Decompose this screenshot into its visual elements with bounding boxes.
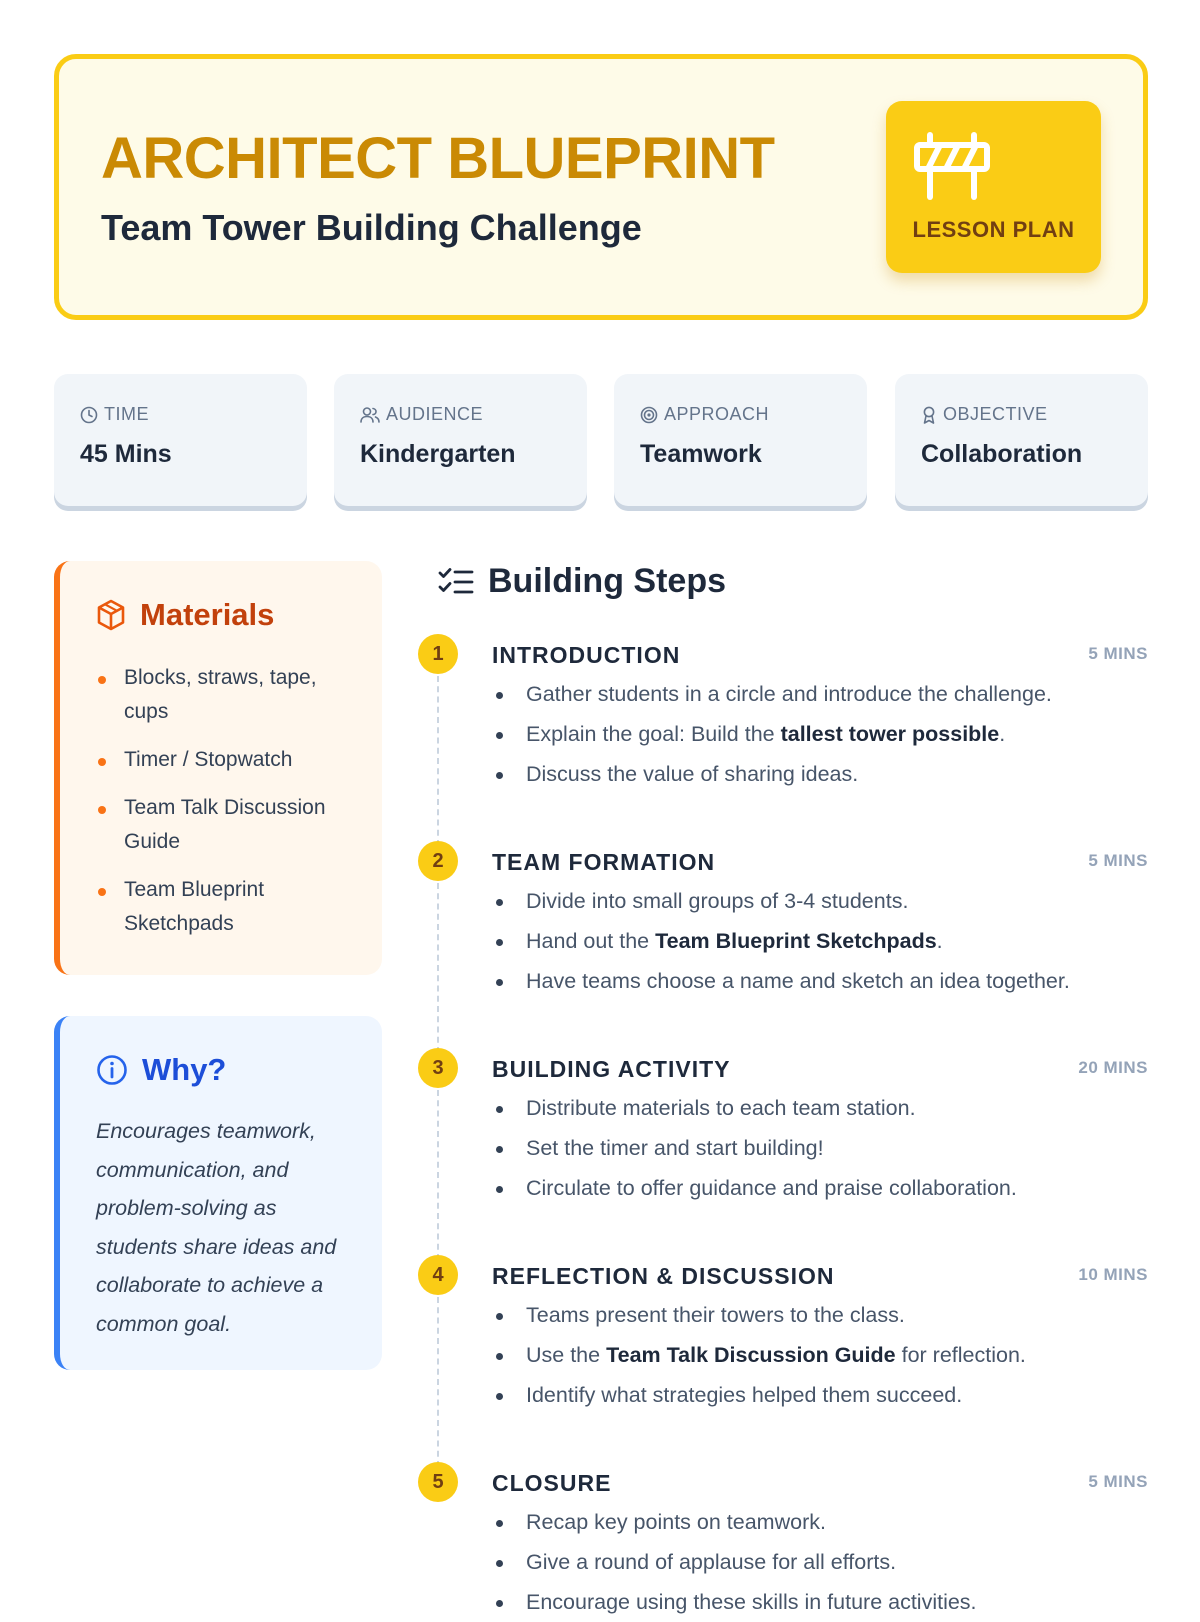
step-list: [492, 1295, 1152, 1415]
step-text: Discuss the value of sharing ideas.: [526, 762, 859, 786]
bullet: [496, 772, 503, 779]
bullet: [496, 939, 503, 946]
step-text: Divide into small groups of 3-4 students.: [526, 889, 909, 913]
step-text-bold: Team Talk Discussion Guide: [606, 1343, 896, 1367]
step-text-bold: Team Blueprint Sketchpads: [655, 929, 937, 953]
step-text: Give a round of applause for all efforts.: [526, 1550, 897, 1574]
step-connector: [437, 1297, 439, 1467]
list-item: [492, 714, 1152, 754]
step-number: 3: [418, 1048, 458, 1088]
info-card-time: [54, 374, 307, 506]
step-text: Distribute materials to each team station.: [526, 1096, 916, 1120]
info-label-objective: [921, 404, 1048, 425]
list-item: [492, 921, 1152, 961]
clock-icon: [80, 406, 98, 424]
info-value-audience: Kindergarten: [360, 440, 516, 468]
step-title: INTRODUCTION: [492, 642, 681, 668]
step-text: Encourage using these skills in future activities.: [526, 1590, 977, 1614]
lesson-plan-badge: [886, 101, 1101, 273]
bullet: [496, 1353, 503, 1360]
list-item: [492, 1375, 1152, 1415]
material-text: Blocks, straws, tape, cups: [124, 666, 317, 723]
list-item: [96, 873, 356, 941]
step-duration: 5 MINS: [1088, 644, 1148, 663]
step-number: 4: [418, 1255, 458, 1295]
step-text: Have teams choose a name and sketch an idea together.: [526, 969, 1070, 993]
bullet: [496, 1186, 503, 1193]
step-number: 1: [418, 634, 458, 674]
info-label-text: TIME: [104, 404, 149, 424]
step-duration: 10 MINS: [1078, 1265, 1148, 1284]
info-icon: [96, 1054, 128, 1086]
bullet: [496, 1146, 503, 1153]
bullet: [98, 888, 106, 896]
list-item: [492, 674, 1152, 714]
materials-heading: [96, 597, 274, 633]
step-list: [492, 674, 1152, 794]
bullet: [496, 1560, 503, 1567]
list-item: [492, 754, 1152, 794]
step-number: 2: [418, 841, 458, 881]
list-item: [492, 961, 1152, 1001]
list-item: [492, 881, 1152, 921]
header-card: [54, 54, 1148, 320]
info-label-approach: [640, 404, 769, 425]
list-checks-icon: [438, 566, 474, 598]
bullet: [496, 1520, 503, 1527]
why-panel: [54, 1016, 382, 1370]
why-text: Encourages teamwork, communication, and problem-solving as students share ideas and collaborate to achieve a common goal.: [96, 1119, 337, 1336]
step-text: Circulate to offer guidance and praise collaboration.: [526, 1176, 1017, 1200]
list-item: [96, 743, 356, 777]
bullet: [98, 676, 106, 684]
step-connector: [437, 883, 439, 1053]
page-subtitle: Team Tower Building Challenge: [101, 207, 642, 248]
steps-heading-text: Building Steps: [488, 562, 726, 600]
list-item: [492, 1128, 1152, 1168]
step-list: [492, 1502, 1152, 1622]
list-item: [492, 1582, 1152, 1622]
info-card-objective: [895, 374, 1148, 506]
step-text: Teams present their towers to the class.: [526, 1303, 905, 1327]
info-label-text: OBJECTIVE: [943, 404, 1048, 424]
step-duration: 20 MINS: [1078, 1058, 1148, 1077]
step-text: Use the: [526, 1343, 607, 1367]
step-text-end: .: [999, 722, 1006, 746]
info-label-text: APPROACH: [664, 404, 770, 424]
bullet: [496, 692, 503, 699]
info-value-time: 45 Mins: [80, 440, 172, 468]
step-duration: 5 MINS: [1088, 1472, 1148, 1491]
step-text: Identify what strategies helped them succeed.: [526, 1383, 963, 1407]
step-text-bold: tallest tower possible: [780, 722, 1000, 746]
step-number: 5: [418, 1462, 458, 1502]
info-value-approach: Teamwork: [640, 440, 762, 468]
list-item: [492, 1168, 1152, 1208]
users-icon: [360, 406, 380, 424]
list-item: [96, 661, 356, 729]
step-text: Gather students in a circle and introduce the challenge.: [526, 682, 1052, 706]
bullet: [496, 899, 503, 906]
steps-heading: [438, 562, 726, 601]
list-item: [492, 1542, 1152, 1582]
step-title: CLOSURE: [492, 1470, 612, 1496]
bullet: [496, 732, 503, 739]
bullet: [98, 806, 106, 814]
step-text: Hand out the: [526, 929, 656, 953]
lesson-plan-label: LESSON PLAN: [912, 217, 1075, 242]
bullet: [496, 1393, 503, 1400]
info-label-time: [80, 404, 149, 425]
list-item: [492, 1088, 1152, 1128]
bullet: [496, 1106, 503, 1113]
info-card-audience: [334, 374, 587, 506]
list-item: [492, 1502, 1152, 1542]
bullet: [496, 1600, 503, 1607]
step-connector: [437, 1090, 439, 1260]
step-text: Explain the goal: Build the: [526, 722, 781, 746]
target-icon: [640, 406, 658, 424]
list-item: [492, 1335, 1152, 1375]
info-label-text: AUDIENCE: [386, 404, 484, 424]
barrier-icon: [914, 131, 990, 201]
step-text-end: .: [936, 929, 943, 953]
materials-list: [96, 661, 356, 955]
list-item: [492, 1295, 1152, 1335]
material-text: Timer / Stopwatch: [124, 748, 293, 771]
page-title: ARCHITECT BLUEPRINT: [101, 126, 775, 191]
why-heading-text: Why?: [142, 1052, 227, 1087]
material-text: Team Blueprint Sketchpads: [124, 878, 265, 935]
bullet: [496, 979, 503, 986]
why-heading: [96, 1052, 226, 1088]
material-text: Team Talk Discussion Guide: [124, 796, 326, 853]
bullet: [496, 1313, 503, 1320]
info-value-objective: Collaboration: [921, 440, 1083, 468]
step-connector: [437, 676, 439, 846]
info-label-audience: [360, 404, 483, 425]
step-text-end: for reflection.: [895, 1343, 1026, 1367]
step-list: [492, 881, 1152, 1001]
step-text: Set the timer and start building!: [526, 1136, 824, 1160]
step-text: Recap key points on teamwork.: [526, 1510, 826, 1534]
info-card-approach: [614, 374, 867, 506]
award-icon: [921, 406, 937, 424]
step-title: REFLECTION & DISCUSSION: [492, 1263, 835, 1289]
step-list: [492, 1088, 1152, 1208]
step-duration: 5 MINS: [1088, 851, 1148, 870]
materials-panel: [54, 561, 382, 975]
bullet: [98, 758, 106, 766]
step-title: BUILDING ACTIVITY: [492, 1056, 731, 1082]
materials-heading-text: Materials: [140, 597, 275, 632]
step-title: TEAM FORMATION: [492, 849, 716, 875]
box-icon: [96, 599, 126, 631]
list-item: [96, 791, 356, 859]
